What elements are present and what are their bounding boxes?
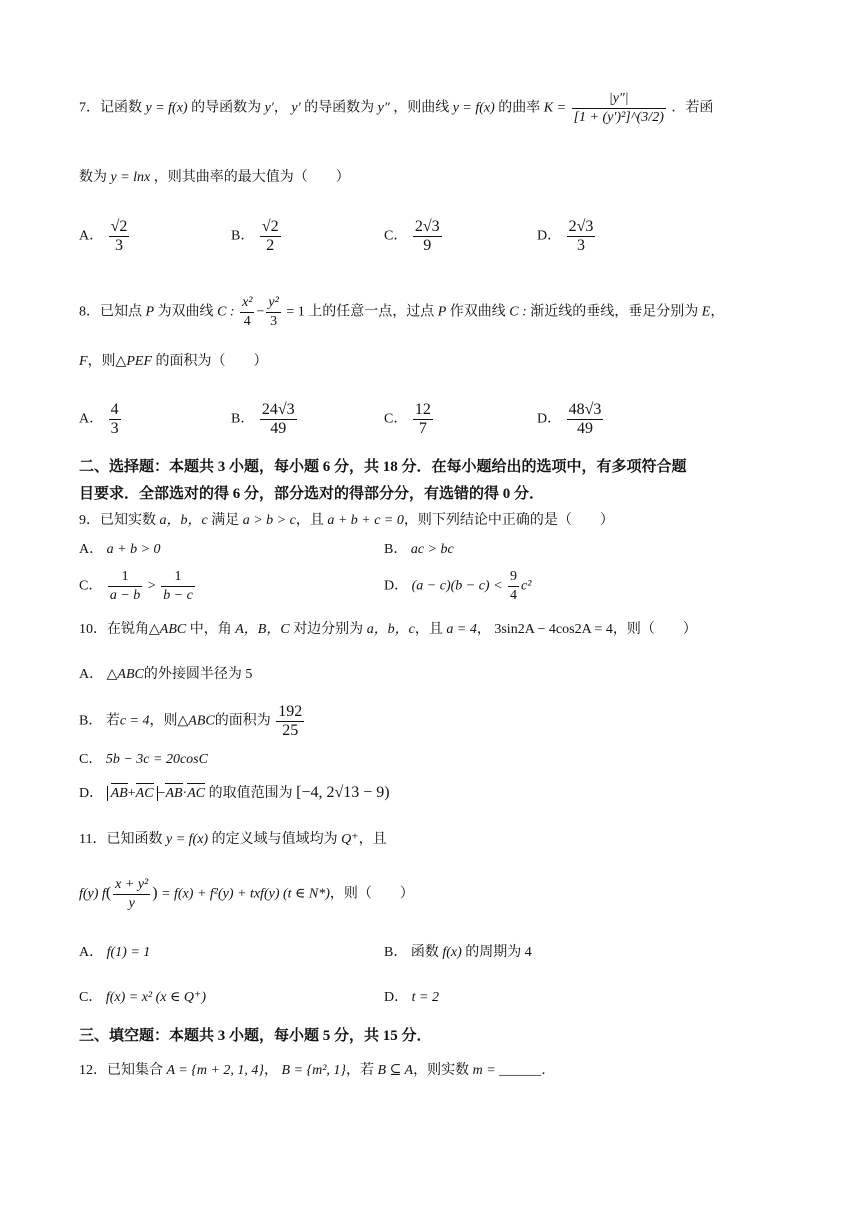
option-fraction	[109, 218, 130, 255]
q8-curve-c: C :	[217, 304, 235, 320]
option-label: C．	[384, 411, 408, 427]
op-dot: ·	[182, 786, 188, 801]
q10-stem	[79, 620, 697, 640]
fraction-numerator: 2√3	[414, 218, 440, 235]
q9-option-c[interactable]	[79, 568, 197, 605]
q11-text-b: 的定义域与值域均为	[211, 832, 338, 847]
q9-cond1: a > b > c	[242, 513, 296, 528]
q11-text-c: ，且	[358, 832, 387, 847]
q10-sep: ，	[476, 622, 491, 637]
q10-text-c: 对边分别为	[293, 622, 364, 637]
q7-option-d[interactable]	[537, 218, 597, 255]
q10-option-b[interactable]	[79, 703, 306, 740]
q8-curve-c-2: C :	[509, 304, 527, 320]
q10-option-d[interactable]	[79, 783, 390, 804]
option-text: f(1) = 1	[106, 945, 151, 960]
option-fraction	[276, 703, 304, 740]
q10-sides: a，b，c	[366, 622, 415, 637]
q12-text-c: ，则实数	[413, 1063, 470, 1078]
fraction-numerator: 24√3	[261, 401, 295, 418]
option-mid: ，则△	[149, 713, 189, 729]
vector-ac-2: AC	[187, 784, 205, 804]
q7-sep: ，	[273, 100, 288, 116]
q7-option-c[interactable]	[384, 218, 444, 255]
q10-text-e: ，则（ ）	[612, 622, 697, 637]
q8-option-c[interactable]	[384, 401, 435, 438]
option-fraction-1	[108, 568, 142, 605]
q8-point-e: E	[701, 304, 711, 320]
fraction-numerator: x + y²	[113, 876, 150, 895]
q12-text-b: ，若	[346, 1063, 375, 1078]
q9-option-a[interactable]	[79, 540, 161, 560]
option-label: B．	[79, 713, 103, 729]
q8-option-d[interactable]	[537, 401, 605, 438]
option-label: C．	[79, 578, 103, 594]
fraction-numerator: √2	[261, 218, 279, 235]
option-text: a + b > 0	[106, 542, 161, 557]
section-3-heading: 三、填空题：本题共 3 小题，每小题 5 分，共 15 分．	[79, 1028, 432, 1044]
option-label: A．	[79, 411, 104, 427]
q7-text-b: 的导函数为	[191, 100, 262, 116]
q8-stem-line2	[79, 352, 268, 372]
fraction-numerator: 4	[110, 401, 119, 418]
q7-text-d: ，则曲线	[393, 100, 450, 116]
q8-text-b: 为双曲线	[157, 304, 214, 320]
q11-option-c[interactable]	[79, 988, 206, 1008]
q10-cond1: a = 4	[446, 622, 477, 637]
q11-eq-right: = f(x) + f²(y) + txf(y) (t ∈ N*)	[161, 886, 330, 902]
option-text: t = 2	[411, 990, 439, 1005]
q10-triangle: ABC	[159, 622, 187, 637]
q10-option-a[interactable]	[79, 665, 252, 685]
fraction-numerator: 2√3	[568, 218, 594, 235]
q7-text-e: 的曲率	[498, 100, 541, 116]
q9-stem	[79, 511, 614, 531]
q7-stem-line2	[79, 168, 350, 188]
q9-cond2: a + b + c = 0	[327, 513, 404, 528]
q7-curvature-k: K =	[543, 100, 567, 116]
q12-set-a: A = {m + 2, 1, 4}	[166, 1063, 265, 1078]
q7-option-b[interactable]	[231, 218, 283, 255]
q12-answer-blank[interactable]: m = ______．	[472, 1063, 556, 1078]
fraction-numerator: √2	[110, 218, 128, 235]
fraction-numerator: 12	[414, 401, 431, 418]
fraction-numerator: 48√3	[568, 401, 602, 418]
q7-eq-ln: y = lnx	[110, 170, 151, 185]
fraction-numerator: 192	[278, 703, 303, 720]
q10-text-a: 10．在锐角△	[79, 622, 160, 637]
option-range: [−4, 2√13 − 9)	[296, 784, 390, 801]
fraction-denominator: 4	[510, 588, 518, 603]
q7-yprime: y′	[264, 100, 274, 116]
q11-text-a: 11．已知函数	[79, 832, 163, 847]
fraction-denominator: 4	[243, 314, 251, 329]
q12-stem	[79, 1061, 555, 1081]
vector-ac: AC	[136, 784, 154, 804]
fraction-denominator: a − b	[109, 588, 141, 603]
fraction-denominator: 3	[110, 420, 119, 437]
fraction-denominator: 3	[270, 314, 278, 329]
section-2-heading: 二、选择题：本题共 3 小题，每小题 6 分，共 18 分．在每小题给出的选项中，有多项符合题	[79, 459, 687, 475]
q7-text-g: 数为	[79, 170, 107, 185]
option-label: A．	[79, 945, 104, 960]
q9-vars: a，b，c	[159, 513, 208, 528]
vector-ab-2: AB	[165, 784, 182, 804]
fraction-denominator: 49	[270, 420, 287, 437]
q9-option-d[interactable]	[384, 568, 531, 605]
q8-point-f: F	[79, 354, 88, 369]
q10-cond2: 3sin2A − 4cos2A = 4	[494, 622, 613, 637]
q11-set-q: Q⁺	[341, 832, 359, 847]
option-label: A．	[79, 542, 104, 557]
option-text: 的周期为 4	[465, 945, 532, 960]
q8-text-c: 上的任意一点，过点	[308, 304, 435, 320]
q8-text-g: ，则△	[87, 354, 127, 369]
fraction-denominator: 9	[423, 237, 432, 254]
option-label: D．	[384, 578, 409, 594]
q8-option-a[interactable]	[79, 401, 123, 438]
option-text: ac > bc	[410, 542, 454, 557]
option-label: C．	[79, 752, 103, 767]
option-label: D．	[79, 786, 104, 801]
option-label: B．	[384, 542, 408, 557]
q12-sep: ，	[264, 1063, 279, 1078]
q8-text-d: 作双曲线	[449, 304, 506, 320]
op-minus: −	[157, 786, 166, 801]
q11-stem-line2: f(y) f( $\frac{\text{x + y²}}{y}$ ) = f(x) + f²(y) + txf(y) (t ∈ N*)，则（ ）	[79, 877, 414, 911]
q10-text-d: ，且	[414, 622, 443, 637]
q7-k-denominator: [1 + (y′)²]^(3/2)	[573, 110, 664, 125]
option-label: C．	[79, 990, 103, 1005]
q8-triangle: PEF	[126, 354, 152, 369]
q11-eq-left: f(y) f	[79, 886, 106, 902]
option-text: (a − c)(b − c) <	[411, 578, 503, 594]
q9-text-c: ，且	[295, 513, 324, 528]
q12-cond: B ⊆ A	[377, 1063, 414, 1078]
q10-angles: A，B，C	[235, 622, 290, 637]
op-plus: +	[127, 786, 136, 801]
option-text: 的面积为	[214, 713, 271, 729]
q7-curvature-fraction	[572, 90, 666, 127]
q8-text-a: 8．已知点	[79, 304, 142, 320]
option-text-right: c²	[521, 578, 532, 594]
option-label: B．	[384, 945, 408, 960]
option-triangle: ABC	[117, 667, 144, 682]
fraction-numerator: 1	[108, 568, 142, 587]
option-triangle: ABC	[188, 713, 215, 729]
q7-yprime-2: y′	[291, 100, 301, 116]
fraction-numerator: 1	[161, 568, 195, 587]
option-label: D．	[537, 228, 562, 244]
fraction-denominator: 7	[418, 420, 427, 437]
q12-set-b: B = {m², 1}	[281, 1063, 347, 1078]
q10-option-c[interactable]	[79, 750, 208, 770]
option-label: D．	[384, 990, 409, 1005]
option-fraction	[567, 218, 596, 255]
q7-stem-line1	[79, 90, 713, 127]
option-condition: c = 4	[119, 713, 150, 729]
fraction-denominator: 2	[266, 237, 275, 254]
q8-point-p: P	[145, 304, 155, 320]
q11-text-d: ，则（ ）	[329, 886, 414, 902]
q8-option-b[interactable]	[231, 401, 299, 438]
fraction-denominator: 3	[577, 237, 586, 254]
q9-option-b[interactable]	[384, 540, 454, 560]
fraction-numerator: y²	[266, 294, 280, 313]
q7-eq-yfx: y = f(x)	[145, 100, 188, 116]
section-2-heading-cont: 目要求．全部选对的得 6 分，部分选对的得部分分，有选错的得 0 分．	[79, 486, 545, 502]
q11-eq: y = f(x)	[165, 832, 209, 847]
option-fraction	[260, 401, 297, 438]
q7-eq-curve: y = f(x)	[452, 100, 495, 116]
option-label: A．	[79, 228, 104, 244]
q12-text-a: 12．已知集合	[79, 1063, 163, 1078]
q9-text-d: ，则下列结论中正确的是（ ）	[403, 513, 614, 528]
q7-text-a: 7．记函数	[79, 100, 142, 116]
option-fraction	[413, 401, 433, 438]
q8-x-fraction	[240, 294, 254, 331]
q8-point-p-2: P	[437, 304, 447, 320]
fraction-numerator: 9	[508, 568, 519, 587]
option-abs-expression	[107, 786, 158, 801]
option-fraction-2	[161, 568, 195, 605]
option-label: D．	[537, 411, 562, 427]
option-text: f(x) = x² (x ∈ Q⁺)	[105, 990, 207, 1005]
option-fraction	[508, 568, 519, 605]
q8-text-f: ，	[710, 304, 725, 320]
q11-fraction	[113, 876, 150, 913]
fraction-denominator: y	[128, 896, 135, 911]
fraction-denominator: b − c	[163, 588, 193, 603]
q9-text-a: 9．已知实数	[79, 513, 156, 528]
option-text: 的外接圆半径为 5	[143, 667, 253, 682]
option-label: B．	[231, 228, 255, 244]
option-label: A．	[79, 667, 104, 682]
q7-text-c: 的导函数为	[304, 100, 375, 116]
q10-text-b: 中，角	[189, 622, 232, 637]
option-fx: f(x)	[442, 945, 462, 960]
q7-option-a[interactable]	[79, 218, 131, 255]
q8-text-e: 渐近线的垂线，垂足分别为	[530, 304, 699, 320]
q8-stem-line1: 8．已知点 P 为双曲线 C : $\frac{\text{x²}}{4}$ − $\frac{\text{y²}}{3}$ = 1 上的任意一点，过点 P 作双曲线 C : 渐近线的垂线，垂足分别为 E，	[79, 295, 725, 329]
fraction-denominator: 3	[115, 237, 124, 254]
option-fraction	[567, 401, 604, 438]
fraction-denominator: 25	[282, 722, 299, 739]
q7-text-h: ，则其曲率的最大值为（ ）	[153, 170, 350, 185]
q9-text-b: 满足	[211, 513, 240, 528]
q11-option-b[interactable]	[384, 943, 532, 963]
vector-ab: AB	[111, 784, 128, 804]
q7-k-numerator: |y″|	[572, 90, 666, 109]
q8-text-h: 的面积为（ ）	[155, 354, 268, 369]
q8-eq-rest: = 1	[286, 304, 305, 320]
option-label: B．	[231, 411, 255, 427]
option-text: 5b − 3c = 20cosC	[105, 752, 208, 767]
q11-option-a[interactable]	[79, 943, 150, 963]
q11-stem-line1	[79, 830, 387, 850]
option-prefix: 若	[105, 713, 120, 729]
option-fraction	[109, 401, 121, 438]
q8-y-fraction	[266, 294, 280, 331]
option-fraction	[260, 218, 281, 255]
fraction-denominator: 49	[577, 420, 594, 437]
q7-text-f: ．若函	[671, 100, 714, 116]
q11-option-d[interactable]	[384, 988, 439, 1008]
fraction-numerator: x²	[240, 294, 254, 313]
option-fraction	[413, 218, 442, 255]
option-text: 的取值范围为	[208, 786, 293, 801]
q7-ydoubleprime: y″	[377, 100, 390, 116]
option-relation: >	[147, 578, 156, 594]
option-prefix: 函数	[410, 945, 439, 960]
option-prefix: △	[106, 667, 118, 682]
option-label: C．	[384, 228, 408, 244]
